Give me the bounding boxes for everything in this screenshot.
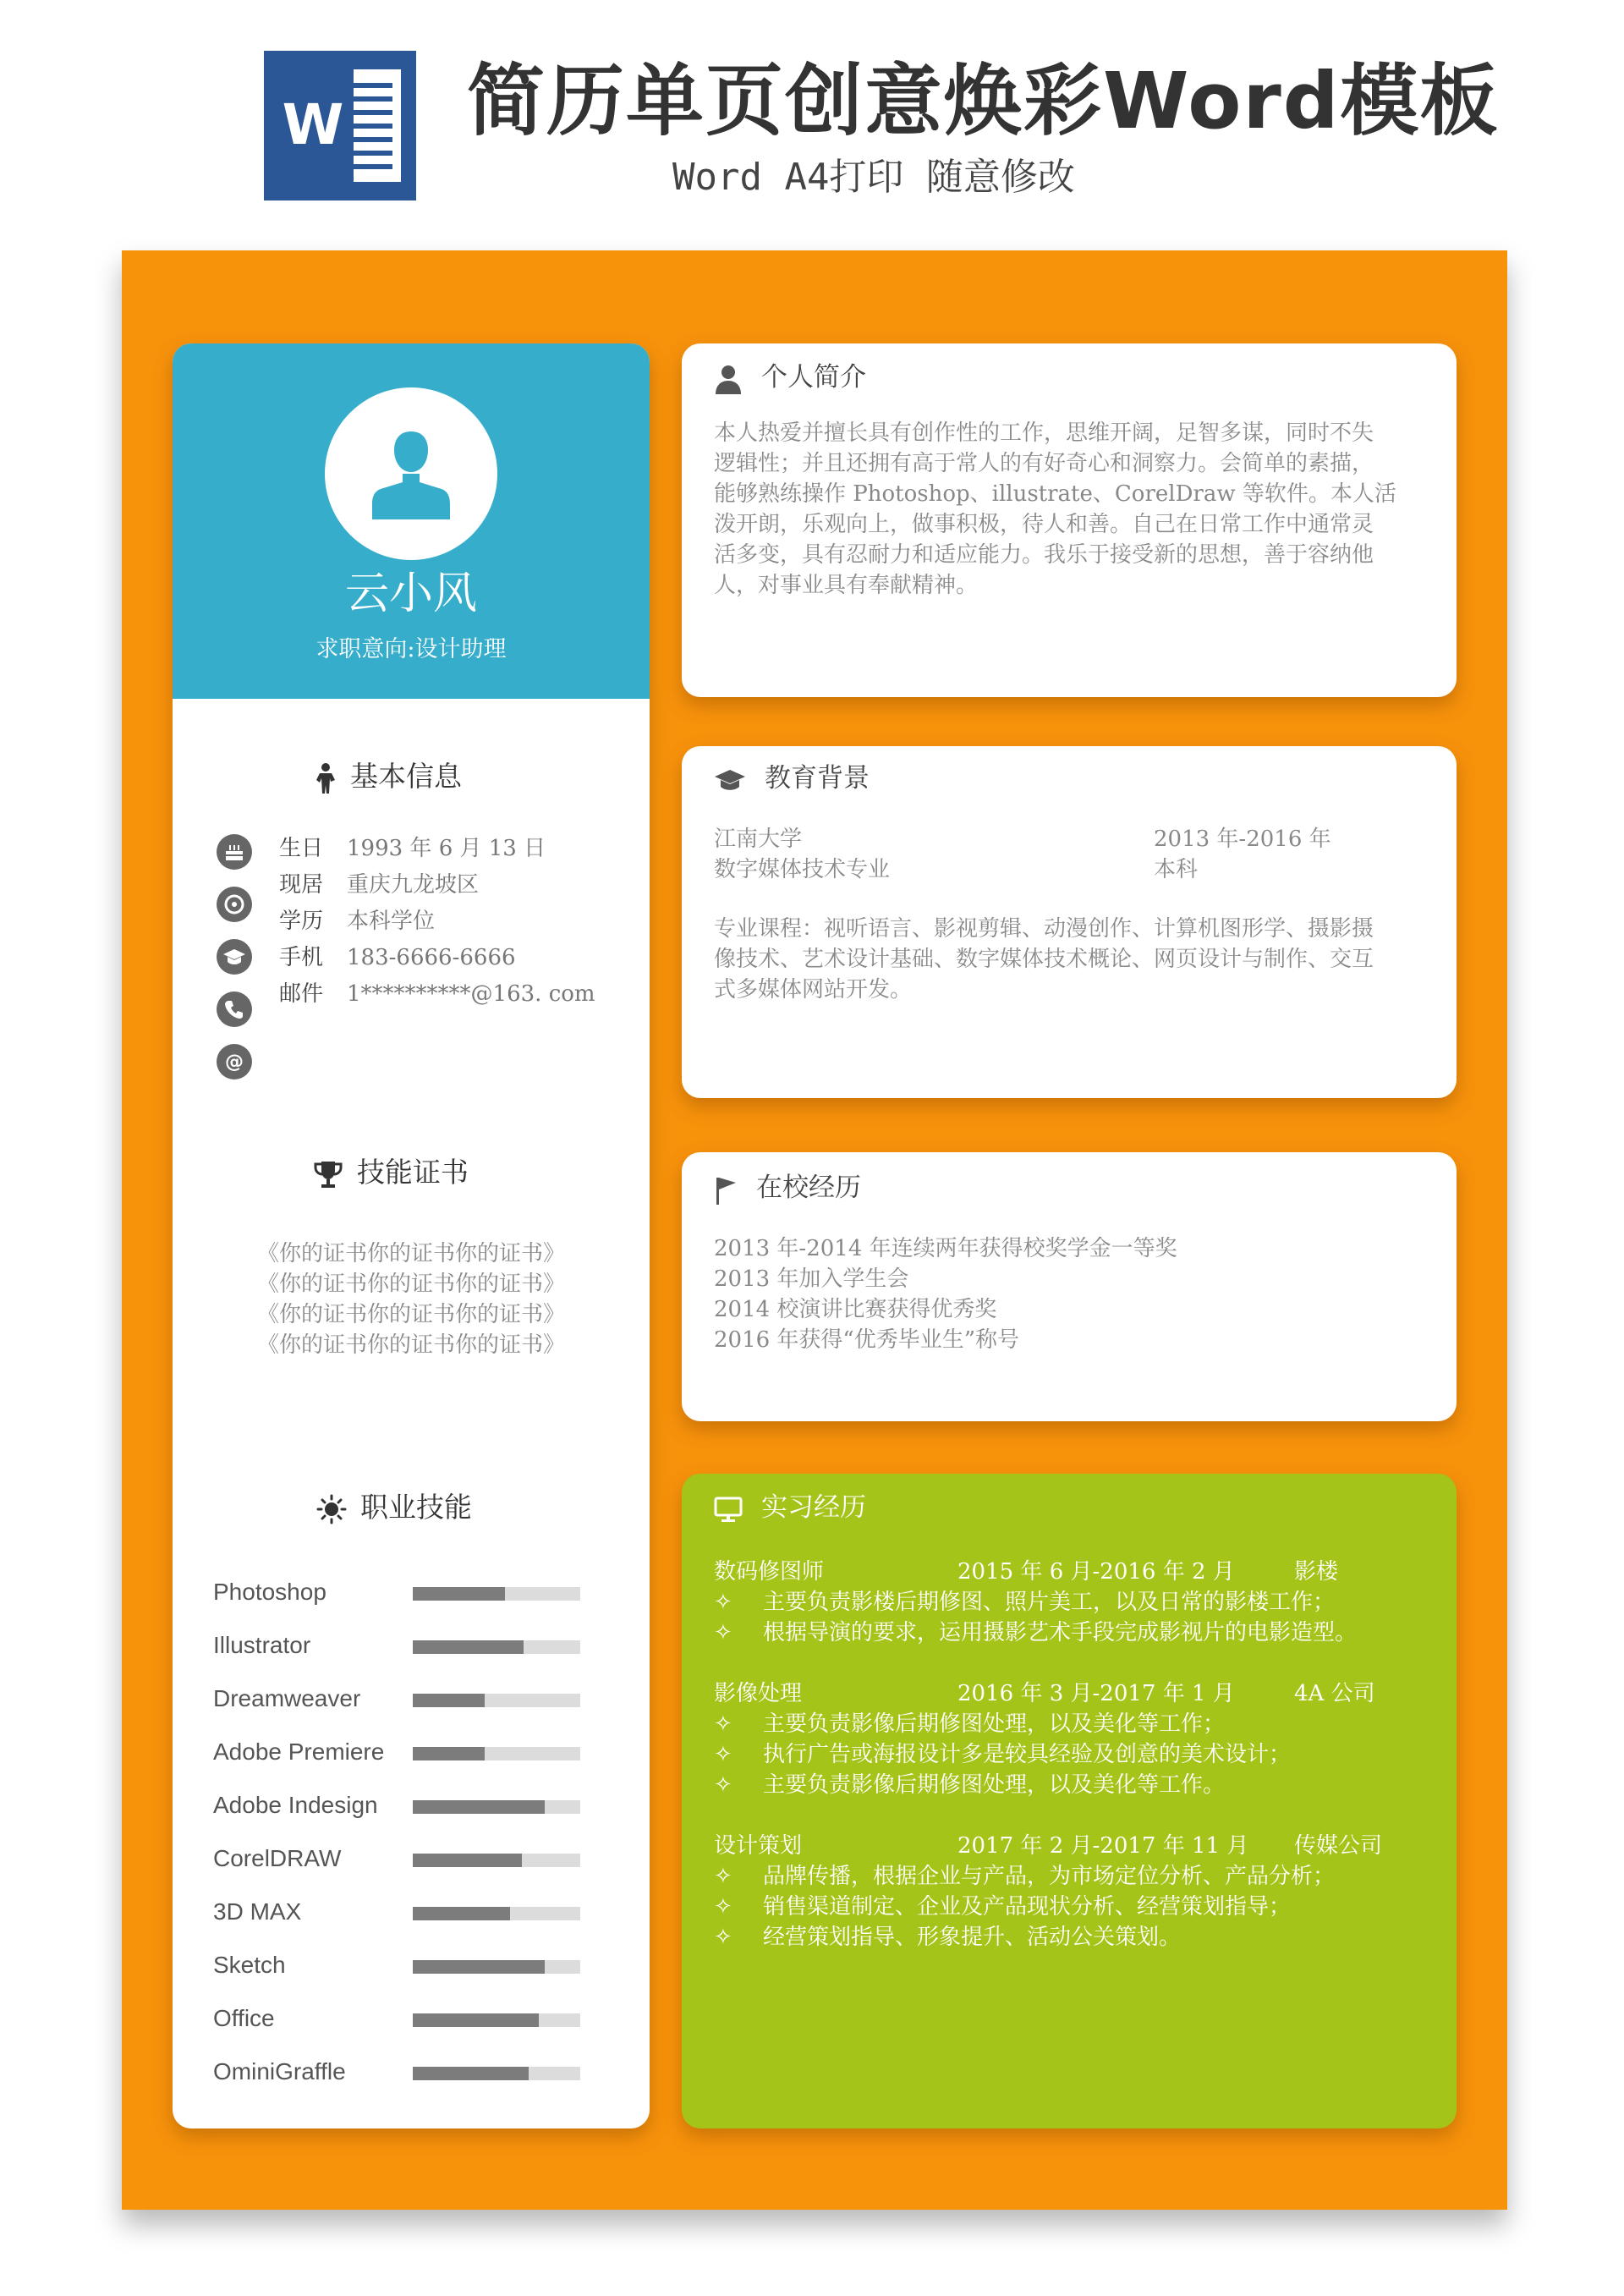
bullet-icon: ✧ (714, 1772, 732, 1798)
resume-sheet (122, 250, 1507, 2210)
location-icon (217, 887, 252, 922)
skill-level-fill (413, 1907, 510, 1920)
flag-icon (714, 1174, 738, 1205)
skills-heading-label: 职业技能 (360, 1491, 472, 1524)
skill-level-bar (413, 1640, 580, 1654)
skill-level-fill (413, 1960, 545, 1974)
skill-level-fill (413, 2013, 539, 2027)
skill-level-fill (413, 2067, 529, 2080)
job-duty: ✧ 根据导演的要求，运用摄影艺术手段完成影视片的电影造型。 (714, 1618, 1357, 1648)
user-silhouette-icon (369, 428, 453, 519)
job-period: 2017 年 2 月-2017 年 11 月 (957, 1833, 1249, 1859)
campus-item: 2013 年-2014 年连续两年获得校奖学金一等奖 (714, 1236, 1177, 1261)
intro-heading-label: 个人简介 (761, 362, 866, 393)
job-target: 求职意向:设计助理 (315, 636, 507, 662)
skill-level-bar (413, 1694, 580, 1707)
job-company: 影楼 (1294, 1559, 1339, 1585)
skill-name: 3D MAX (213, 1898, 302, 1925)
trophy-icon (313, 1159, 343, 1189)
skill-level-fill (413, 1854, 522, 1867)
education-card (682, 746, 1457, 1098)
skill-name: Dreamweaver (213, 1685, 361, 1711)
job-duty: ✧ 经营策划指导、形象提升、活动公关策划。 (714, 1922, 1181, 1953)
certificate-item: 《你的证书你的证书你的证书》 (256, 1241, 565, 1266)
job-title: 数码修图师 (714, 1559, 825, 1585)
profile-card (173, 343, 650, 2128)
internship-card (682, 1474, 1457, 2128)
cake-icon (217, 834, 252, 870)
skill-name: Sketch (213, 1952, 286, 1978)
person-icon (714, 364, 743, 394)
job-duty: ✧ 主要负责影楼后期修图、照片美工，以及日常的影楼工作； (714, 1587, 1335, 1618)
word-logo-letter: W (282, 92, 344, 157)
education-period: 2013 年-2016 年 (1154, 827, 1331, 852)
job-period: 2016 年 3 月-2017 年 1 月 (957, 1681, 1235, 1706)
skills-heading (316, 1487, 472, 1528)
skill-name: CorelDRAW (213, 1845, 342, 1871)
graduation-cap-icon (714, 766, 746, 794)
monitor-icon (714, 1496, 743, 1523)
bullet-icon: ✧ (714, 1742, 732, 1767)
skill-level-bar (413, 2067, 580, 2080)
svg-text:@: @ (225, 1052, 244, 1073)
skill-level-bar (413, 1587, 580, 1601)
info-row-birthday: 生日 1993 年 6 月 13 日 (279, 836, 546, 861)
certificate-item: 《你的证书你的证书你的证书》 (256, 1302, 565, 1327)
skill-level-bar (413, 1960, 580, 1974)
at-icon (217, 1044, 252, 1079)
skill-name: Illustrator (213, 1632, 311, 1658)
bullet-icon: ✧ (714, 1894, 732, 1920)
education-degree: 本科 (1154, 857, 1199, 882)
certificates-heading-label: 技能证书 (357, 1156, 469, 1189)
intro-heading (714, 355, 866, 399)
sun-icon (316, 1494, 347, 1524)
basic-info-heading-label: 基本信息 (350, 760, 462, 793)
job-period: 2015 年 6 月-2016 年 2 月 (957, 1559, 1235, 1585)
skill-level-bar (413, 1747, 580, 1760)
job-title: 影像处理 (714, 1681, 803, 1706)
education-school: 江南大学 (714, 827, 803, 852)
skill-name: OminiGraffle (213, 2058, 346, 2085)
internship-heading (714, 1486, 866, 1530)
skill-level-bar (413, 2013, 580, 2027)
info-row-residence: 现居 重庆九龙坡区 (279, 872, 480, 898)
job-duty: ✧ 品牌传播，根据企业与产品，为市场定位分析、产品分析； (714, 1861, 1335, 1892)
info-row-education: 学历 本科学位 (279, 909, 436, 934)
avatar (325, 387, 497, 560)
education-heading-label: 教育背景 (765, 763, 870, 794)
certificate-item: 《你的证书你的证书你的证书》 (256, 1332, 565, 1358)
bullet-icon: ✧ (714, 1620, 732, 1645)
campus-item: 2016 年获得“优秀毕业生”称号 (714, 1327, 1020, 1353)
job-company: 4A 公司 (1294, 1681, 1375, 1706)
candidate-name: 云小风 (344, 569, 477, 619)
certificates-heading (313, 1152, 469, 1193)
bullet-icon: ✧ (714, 1590, 732, 1615)
skill-level-bar (413, 1800, 580, 1814)
campus-item: 2014 校演讲比赛获得优秀奖 (714, 1297, 997, 1322)
profile-header (173, 343, 650, 699)
certificate-item: 《你的证书你的证书你的证书》 (256, 1272, 565, 1297)
page-subtitle: Word A4打印 随意修改 (672, 156, 1075, 199)
campus-card (682, 1152, 1457, 1421)
education-major: 数字媒体技术专业 (714, 857, 891, 882)
page-title: 简历单页创意焕彩Word模板 (467, 56, 1500, 146)
skill-level-fill (413, 1800, 545, 1814)
job-duty: ✧ 主要负责影像后期修图处理，以及美化等工作； (714, 1709, 1225, 1739)
skill-level-bar (413, 1907, 580, 1920)
skill-name: Photoshop (213, 1579, 326, 1605)
job-duty: ✧ 销售渠道制定、企业及产品现状分析、经营策划指导； (714, 1892, 1291, 1922)
skill-level-fill (413, 1587, 505, 1601)
bullet-icon: ✧ (714, 1864, 732, 1889)
education-courses: 专业课程：视听语言、影视剪辑、动漫创作、计算机图形学、摄影摄 像技术、艺术设计基础、数字媒体技术概论、网页设计与制作、交互 式多媒体网站开发。 (714, 916, 1374, 1002)
campus-heading (714, 1166, 861, 1210)
campus-list (714, 1233, 1177, 1355)
skill-name: Adobe Indesign (213, 1792, 378, 1818)
skill-name: Adobe Premiere (213, 1738, 385, 1765)
job-company: 传媒公司 (1294, 1833, 1383, 1859)
bullet-icon: ✧ (714, 1925, 732, 1950)
skill-level-fill (413, 1694, 485, 1707)
job-duty: ✧ 主要负责影像后期修图处理，以及美化等工作。 (714, 1770, 1225, 1800)
skill-level-fill (413, 1747, 485, 1760)
skill-level-fill (413, 1640, 524, 1654)
bullet-icon: ✧ (714, 1711, 732, 1737)
skill-level-bar (413, 1854, 580, 1867)
skill-name: Office (213, 2005, 275, 2031)
basic-info-heading (315, 756, 462, 797)
person-icon (315, 763, 337, 794)
campus-heading-label: 在校经历 (756, 1173, 861, 1203)
phone-icon (217, 991, 252, 1027)
intro-card (682, 343, 1457, 697)
word-app-icon (264, 51, 416, 200)
intro-text: 本人热爱并擅长具有创作性的工作，思维开阔，足智多谋，同时不失 逻辑性；并且还拥有高于常人的有好奇心和洞察力。会简单的素描， 能够熟练操作 Photoshop、illustrate、CorelDraw 等软件。本人活 泼开朗，乐观向上，做事积极，待人和善。自己在日常工作中通常灵 活多变，具有忍耐力和适应能力。我乐于接受新的思想，善于容纳他 人，对事业具有奉献精神。 (714, 420, 1396, 598)
internship-heading-label: 实习经历 (761, 1492, 866, 1523)
info-row-email: 邮件 1**********@163. com (279, 981, 595, 1007)
job-title: 设计策划 (714, 1833, 803, 1859)
campus-item: 2013 年加入学生会 (714, 1266, 909, 1292)
education-heading (714, 756, 870, 800)
graduation-cap-icon (217, 939, 252, 975)
info-row-phone: 手机 183-6666-6666 (279, 945, 516, 970)
job-duty: ✧ 执行广告或海报设计多是较具经验及创意的美术设计； (714, 1739, 1291, 1770)
